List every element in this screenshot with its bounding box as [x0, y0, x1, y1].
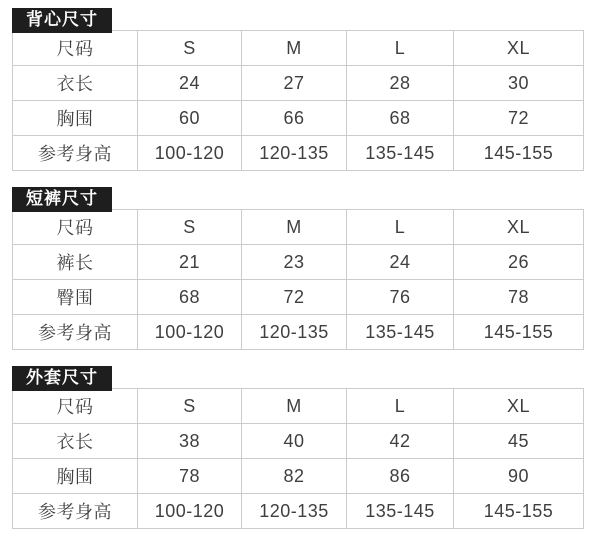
size-value: 100-120: [138, 494, 242, 529]
row-label: 参考身高: [13, 136, 138, 171]
size-value: 100-120: [138, 136, 242, 171]
size-value: 120-135: [242, 136, 347, 171]
row-label: 尺码: [13, 389, 138, 424]
column-header-l: L: [347, 210, 454, 245]
size-value: 72: [454, 101, 584, 136]
jacket-size-section: [12, 366, 600, 529]
size-value: 82: [242, 459, 347, 494]
jacket-size-table: [12, 388, 584, 529]
row-label: 臀围: [13, 280, 138, 315]
row-label: 参考身高: [13, 494, 138, 529]
column-header-s: S: [138, 210, 242, 245]
table-row-hip: [13, 280, 584, 315]
size-value: 30: [454, 66, 584, 101]
table-row-size: [13, 210, 584, 245]
row-label: 裤长: [13, 245, 138, 280]
size-value: 135-145: [347, 494, 454, 529]
row-label: 胸围: [13, 459, 138, 494]
table-row-chest: [13, 459, 584, 494]
column-header-l: L: [347, 31, 454, 66]
jacket-size-title: 外套尺寸: [12, 366, 112, 391]
table-row-length: [13, 66, 584, 101]
row-label: 参考身高: [13, 315, 138, 350]
size-value: 66: [242, 101, 347, 136]
size-value: 120-135: [242, 315, 347, 350]
size-value: 72: [242, 280, 347, 315]
size-value: 24: [138, 66, 242, 101]
size-value: 145-155: [454, 494, 584, 529]
shorts-size-title: 短裤尺寸: [12, 187, 112, 212]
column-header-xl: XL: [454, 31, 584, 66]
size-value: 45: [454, 424, 584, 459]
size-value: 42: [347, 424, 454, 459]
row-label: 尺码: [13, 31, 138, 66]
size-value: 60: [138, 101, 242, 136]
vest-size-section: [12, 8, 600, 171]
size-value: 120-135: [242, 494, 347, 529]
size-value: 135-145: [347, 136, 454, 171]
row-label: 衣长: [13, 66, 138, 101]
column-header-m: M: [242, 31, 347, 66]
table-row-height: [13, 136, 584, 171]
size-value: 145-155: [454, 315, 584, 350]
size-value: 90: [454, 459, 584, 494]
column-header-xl: XL: [454, 389, 584, 424]
size-value: 28: [347, 66, 454, 101]
size-value: 78: [138, 459, 242, 494]
shorts-size-table: [12, 209, 584, 350]
size-value: 21: [138, 245, 242, 280]
size-value: 38: [138, 424, 242, 459]
column-header-s: S: [138, 389, 242, 424]
size-value: 26: [454, 245, 584, 280]
table-row-chest: [13, 101, 584, 136]
size-value: 68: [347, 101, 454, 136]
size-value: 145-155: [454, 136, 584, 171]
column-header-l: L: [347, 389, 454, 424]
size-value: 27: [242, 66, 347, 101]
size-value: 24: [347, 245, 454, 280]
table-row-length: [13, 424, 584, 459]
size-value: 76: [347, 280, 454, 315]
row-label: 尺码: [13, 210, 138, 245]
vest-size-title: 背心尺寸: [12, 8, 112, 33]
size-value: 40: [242, 424, 347, 459]
size-value: 100-120: [138, 315, 242, 350]
row-label: 衣长: [13, 424, 138, 459]
column-header-xl: XL: [454, 210, 584, 245]
row-label: 胸围: [13, 101, 138, 136]
table-row-length: [13, 245, 584, 280]
size-value: 86: [347, 459, 454, 494]
table-row-height: [13, 315, 584, 350]
shorts-size-section: [12, 187, 600, 350]
column-header-m: M: [242, 389, 347, 424]
size-value: 78: [454, 280, 584, 315]
table-row-height: [13, 494, 584, 529]
table-row-size: [13, 389, 584, 424]
vest-size-table: [12, 30, 584, 171]
column-header-s: S: [138, 31, 242, 66]
size-value: 23: [242, 245, 347, 280]
column-header-m: M: [242, 210, 347, 245]
size-value: 68: [138, 280, 242, 315]
size-value: 135-145: [347, 315, 454, 350]
table-row-size: [13, 31, 584, 66]
